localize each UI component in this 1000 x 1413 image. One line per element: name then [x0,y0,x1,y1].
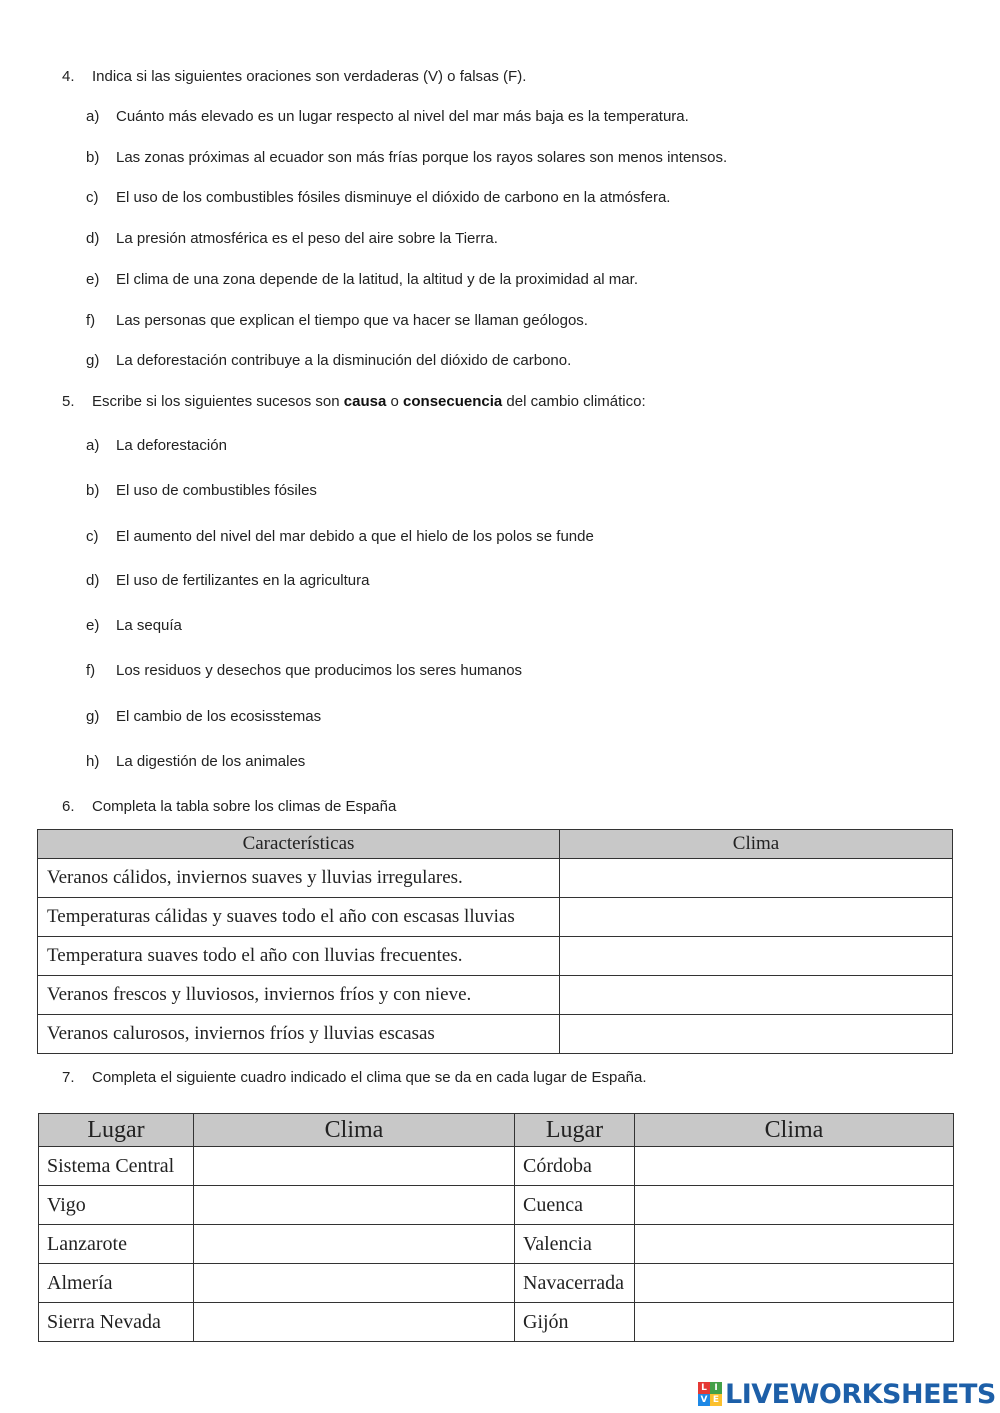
clima-answer-cell[interactable] [635,1303,954,1342]
item-text: El uso de fertilizantes en la agricultura [116,572,370,589]
table-row [39,1225,954,1264]
clima-answer-cell[interactable] [194,1303,515,1342]
table-row [38,1015,953,1054]
clima-answer-cell[interactable] [635,1186,954,1225]
item-text: La digestión de los animales [116,753,306,770]
list-item [86,312,588,329]
question-text: o [386,393,404,410]
place-cell: Valencia [515,1225,635,1264]
list-item [86,572,369,589]
clima-answer-cell[interactable] [560,898,953,937]
header-caracteristicas: Características [38,830,560,859]
clima-answer-cell[interactable] [194,1264,515,1303]
logo-tile-l: L [698,1382,710,1394]
place-cell: Almería [39,1264,194,1303]
clima-answer-cell[interactable] [635,1147,954,1186]
clima-answer-cell[interactable] [560,1015,953,1054]
bold-word-consecuencia: consecuencia [403,393,503,410]
item-text: La deforestación contribuye a la disminución del dióxido de carbono. [116,352,572,369]
table-row [38,976,953,1015]
list-item [86,528,594,545]
table-row [38,937,953,976]
characteristic-cell: Veranos calurosos, inviernos fríos y lluvias escasas [38,1015,560,1054]
list-item [86,753,305,770]
list-item [86,437,227,454]
item-text: La sequía [116,617,182,634]
clima-answer-cell[interactable] [194,1225,515,1264]
item-letter: c) [86,189,99,206]
item-text: El clima de una zona depende de la latitud, la altitud y de la proximidad al mar. [116,271,638,288]
logo-tile-i: I [710,1382,722,1394]
place-cell: Cuenca [515,1186,635,1225]
place-cell: Vigo [39,1186,194,1225]
item-letter: b) [86,482,100,499]
item-text: La presión atmosférica es el peso del aire sobre la Tierra. [116,230,498,247]
item-text: La deforestación [116,437,227,454]
clima-answer-cell[interactable] [560,859,953,898]
list-item [86,189,670,206]
question-text: Completa el siguiente cuadro indicado el clima que se da en cada lugar de España. [92,1069,647,1086]
question-number: 6. [62,798,75,815]
item-text: Las zonas próximas al ecuador son más frías porque los rayos solares son menos intensos. [116,149,728,166]
logo-text: LIVEWORKSHEETS [725,1378,996,1410]
header-clima: Clima [635,1114,954,1147]
list-item [86,230,498,247]
clima-answer-cell[interactable] [194,1186,515,1225]
list-item [86,708,321,725]
places-climate-table [38,1113,954,1342]
item-text: El uso de combustibles fósiles [116,482,317,499]
place-cell: Sierra Nevada [39,1303,194,1342]
question-number: 4. [62,68,75,85]
table-row [39,1303,954,1342]
item-text: Cuánto más elevado es un lugar respecto al nivel del mar más baja es la temperatura. [116,108,689,125]
item-letter: b) [86,149,100,166]
item-text: Las personas que explican el tiempo que va hacer se llaman geólogos. [116,312,588,329]
question-5 [62,393,646,410]
list-item [86,271,638,288]
place-cell: Gijón [515,1303,635,1342]
place-cell: Córdoba [515,1147,635,1186]
characteristic-cell: Veranos cálidos, inviernos suaves y lluvias irregulares. [38,859,560,898]
clima-answer-cell[interactable] [194,1147,515,1186]
question-7 [62,1069,647,1086]
table-header-row [38,830,953,859]
item-letter: e) [86,271,100,288]
header-lugar: Lugar [515,1114,635,1147]
question-text: Indica si las siguientes oraciones son verdaderas (V) o falsas (F). [92,68,527,85]
question-number: 7. [62,1069,75,1086]
item-text: El aumento del nivel del mar debido a que el hielo de los polos se funde [116,528,594,545]
clima-answer-cell[interactable] [635,1264,954,1303]
table-row [39,1147,954,1186]
characteristic-cell: Temperaturas cálidas y suaves todo el año con escasas lluvias [38,898,560,937]
item-letter: h) [86,753,100,770]
list-item [86,617,182,634]
item-letter: g) [86,708,100,725]
question-6 [62,798,396,815]
item-letter: d) [86,572,100,589]
list-item [86,662,522,679]
place-cell: Lanzarote [39,1225,194,1264]
list-item [86,352,571,369]
bold-word-causa: causa [343,393,387,410]
question-4 [62,68,526,85]
table-row [38,898,953,937]
clima-answer-cell[interactable] [560,937,953,976]
item-text: El uso de los combustibles fósiles disminuye el dióxido de carbono en la atmósfera. [116,189,671,206]
header-clima: Clima [560,830,953,859]
item-letter: a) [86,108,100,125]
item-text: Los residuos y desechos que producimos los seres humanos [116,662,523,679]
item-letter: g) [86,352,100,369]
item-letter: f) [86,312,96,329]
table-row [39,1264,954,1303]
liveworksheets-logo [698,1378,996,1410]
place-cell: Sistema Central [39,1147,194,1186]
list-item [86,482,317,499]
item-letter: c) [86,528,99,545]
logo-tile-v: V [698,1394,710,1406]
clima-answer-cell[interactable] [635,1225,954,1264]
item-text: El cambio de los ecosisstemas [116,708,322,725]
list-item [86,149,727,166]
logo-tile-e: E [710,1394,722,1406]
list-item [86,108,689,125]
table-row [38,859,953,898]
clima-answer-cell[interactable] [560,976,953,1015]
table-header-row [39,1114,954,1147]
question-text: Completa la tabla sobre los climas de España [92,798,397,815]
question-text: Escribe si los siguientes sucesos son [92,393,344,410]
characteristic-cell: Temperatura suaves todo el año con lluvias frecuentes. [38,937,560,976]
liveworksheets-logo-icon [698,1382,722,1406]
question-number: 5. [62,393,75,410]
climate-characteristics-table [37,829,953,1054]
item-letter: e) [86,617,100,634]
item-letter: d) [86,230,100,247]
item-letter: a) [86,437,100,454]
header-clima: Clima [194,1114,515,1147]
place-cell: Navacerrada [515,1264,635,1303]
characteristic-cell: Veranos frescos y lluviosos, inviernos fríos y con nieve. [38,976,560,1015]
header-lugar: Lugar [39,1114,194,1147]
question-text: del cambio climático: [502,393,646,410]
table-row [39,1186,954,1225]
item-letter: f) [86,662,96,679]
